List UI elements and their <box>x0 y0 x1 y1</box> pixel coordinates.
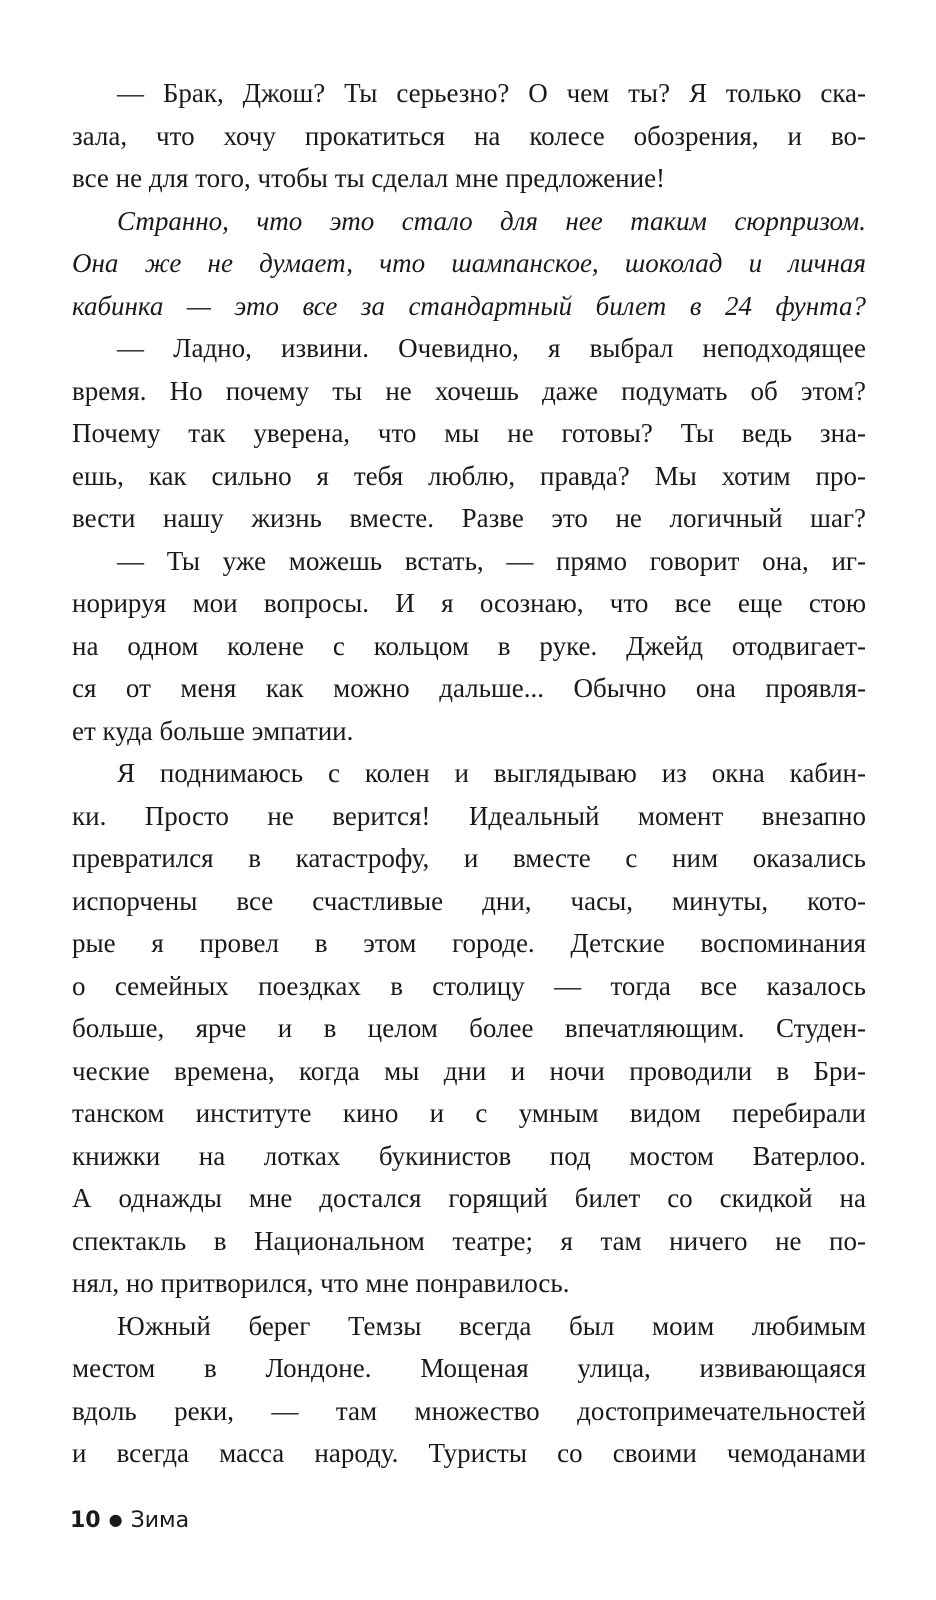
text-line: вдоль реки, — там множество достопримечательностей <box>72 1395 866 1426</box>
page-body <box>72 72 866 1475</box>
page-number: 10 <box>70 1508 101 1533</box>
text-line: больше, ярче и в целом более впечатляющим. Студен- <box>72 1013 866 1043</box>
text-line: все не для того, чтобы ты сделал мне предложение! <box>72 163 666 193</box>
text-line: зала, что хочу прокатиться на колесе обозрения, и во- <box>72 120 866 151</box>
text-line: нял, но притворился, что мне понравилось. <box>72 1268 570 1298</box>
section-title: Зима <box>130 1508 190 1533</box>
paragraph <box>72 327 866 540</box>
text-line: испорчены все счастливые дни, часы, минуты, кото- <box>72 885 866 916</box>
text-line: книжки на лотках букинистов под мостом Ватерлоо. <box>72 1140 866 1171</box>
text-line: — Ладно, извини. Очевидно, я выбрал неподходящее <box>117 333 866 363</box>
text-line: время. Но почему ты не хочешь даже подумать об этом? <box>72 375 866 406</box>
text-line: ки. Просто не верится! Идеальный момент внезапно <box>72 800 866 831</box>
text-line: Почему так уверена, что мы не готовы? Ты ведь зна- <box>72 418 866 448</box>
text-line: местом в Лондоне. Мощеная улица, извивающаяся <box>72 1353 866 1383</box>
text-line: танском институте кино и с умным видом перебирали <box>72 1098 866 1128</box>
text-line: ет куда больше эмпатии. <box>72 715 354 746</box>
text-line: ческие времена, когда мы дни и ночи проводили в Бри- <box>72 1055 866 1086</box>
text-line: кабинка — это все за стандартный билет в 24 фунта? <box>72 290 866 321</box>
paragraph <box>72 72 866 200</box>
paragraph <box>72 540 866 753</box>
text-line: рые я провел в этом городе. Детские воспоминания <box>72 928 866 958</box>
text-line: Она же не думает, что шампанское, шоколад и личная <box>72 248 866 278</box>
bullet-separator: ● <box>108 1510 123 1529</box>
text-line: Я поднимаюсь с колен и выглядываю из окна кабин- <box>117 758 866 788</box>
text-line: Южный берег Темзы всегда был моим любимым <box>117 1310 866 1341</box>
page-footer <box>70 1508 189 1533</box>
text-line: и всегда масса народу. Туристы со своими чемоданами <box>72 1438 866 1468</box>
paragraph <box>72 752 866 1305</box>
text-line: норируя мои вопросы. И я осознаю, что все еще стою <box>72 588 866 618</box>
text-line: спектакль в Национальном театре; я там ничего не по- <box>72 1225 866 1256</box>
text-line: вести нашу жизнь вместе. Разве это не логичный шаг? <box>72 503 866 533</box>
text-line: о семейных поездках в столицу — тогда все казалось <box>72 970 866 1001</box>
text-line: — Брак, Джош? Ты серьезно? О чем ты? Я только ска- <box>117 78 866 108</box>
paragraph <box>72 1305 866 1475</box>
text-line: А однажды мне достался горящий билет со скидкой на <box>72 1183 866 1213</box>
text-line: — Ты уже можешь встать, — прямо говорит она, иг- <box>117 545 866 576</box>
paragraph <box>72 200 866 328</box>
text-line: Странно, что это стало для нее таким сюрпризом. <box>117 205 866 236</box>
text-line: ся от меня как можно дальше... Обычно она проявля- <box>72 673 866 703</box>
text-line: ешь, как сильно я тебя люблю, правда? Мы хотим про- <box>72 460 866 491</box>
text-line: на одном колене с кольцом в руке. Джейд отодвигает- <box>72 630 866 661</box>
text-line: превратился в катастрофу, и вместе с ним оказались <box>72 843 866 873</box>
